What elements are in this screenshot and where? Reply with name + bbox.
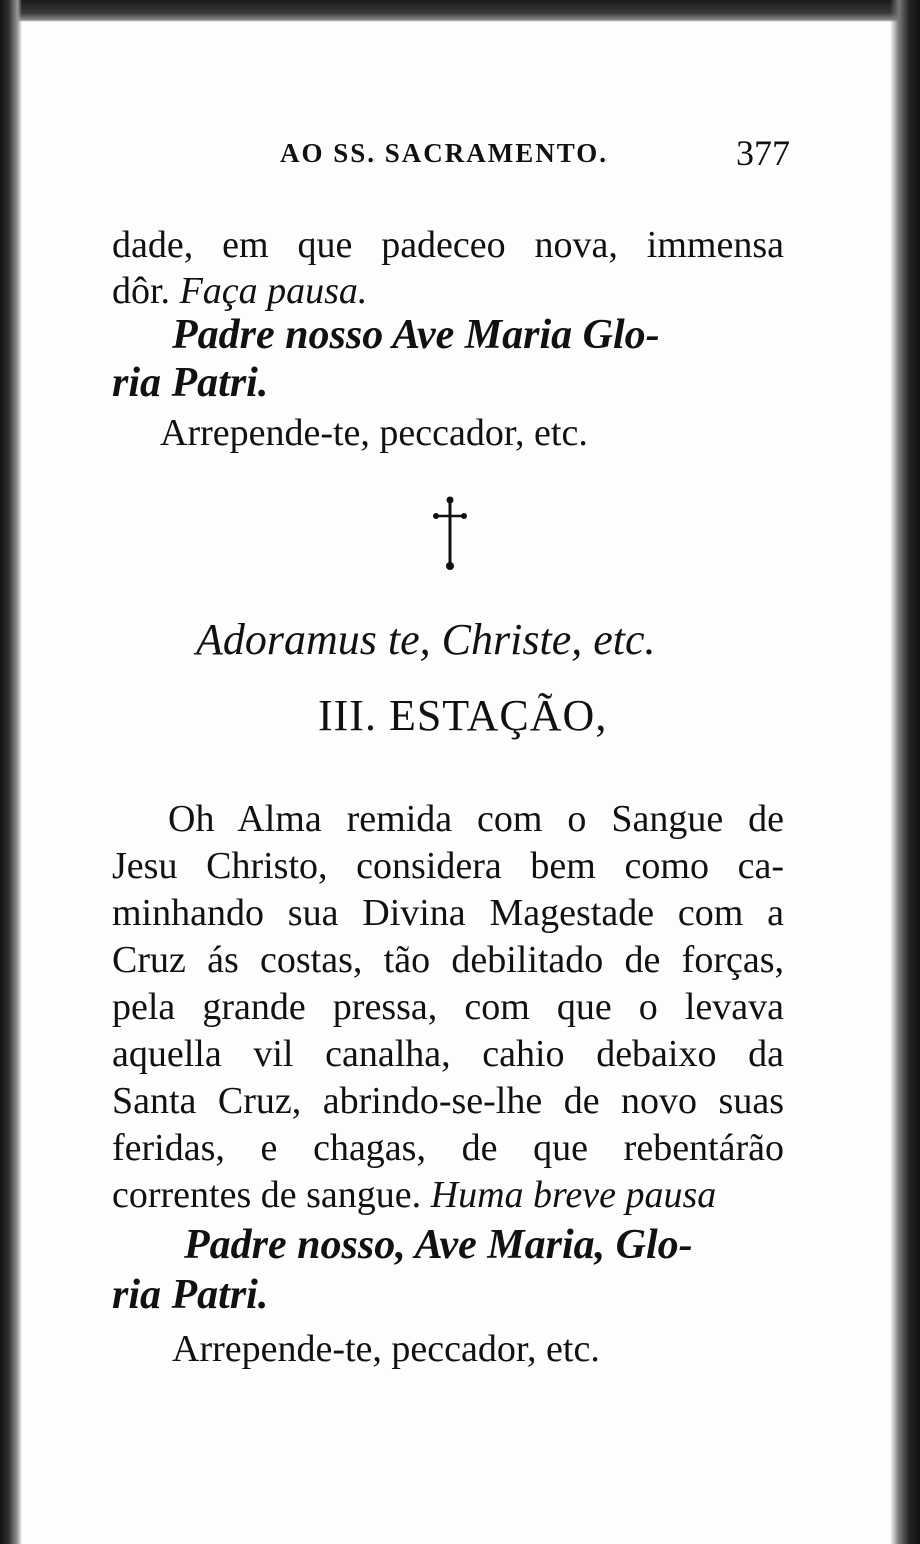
paragraph-line: feridas, e chagas, de que rebentárão [112,1127,784,1169]
rubric-pause: Huma breve pausa [430,1174,717,1216]
rubric-pause: Faça pausa. [179,270,368,312]
paragraph-line: aquella vil canalha, cahio debaixo da [112,1033,784,1075]
page-header [280,133,790,178]
paragraph-line: Santa Cruz, abrindo-se-lhe de novo suas [112,1080,784,1122]
station-title: III. ESTAÇÃO, [318,691,608,740]
paragraph-line: pela grande pressa, com que o levava [112,986,784,1028]
cross-icon [430,494,470,574]
text-line-with-rubric [112,268,784,315]
prayer-line: Padre nosso Ave Maria Glo- [172,312,660,358]
refrain-line: Arrepende-te, peccador, etc. [172,1328,600,1370]
prayer-line: ria Patri. [112,1272,269,1318]
paragraph-line-with-rubric [112,1172,784,1219]
scan-edge-left [0,0,22,1544]
text-line: dade, em que padeceo nova, immensa [112,224,784,266]
prayer-line: ria Patri. [112,360,269,406]
paragraph-line: Oh Alma remida com o Sangue de [168,798,784,840]
paragraph-line: Jesu Christo, considera bem como ca- [112,845,784,887]
text-fragment: correntes de sangue. [112,1174,422,1216]
running-head: AO SS. SACRAMENTO. [280,138,609,168]
paragraph-line: Cruz ás costas, tão debilitado de forças, [112,939,784,981]
refrain-line: Arrepende-te, peccador, etc. [160,412,588,454]
prayer-line: Padre nosso, Ave Maria, Glo- [184,1222,693,1268]
page-number: 377 [736,133,790,173]
text-fragment: dôr. [112,270,171,312]
scan-edge-right [890,0,920,1544]
paragraph-line: minhando sua Divina Magestade com a [112,892,784,934]
scan-edge-top [0,0,920,22]
adoramus-heading: Adoramus te, Christe, etc. [196,615,656,664]
